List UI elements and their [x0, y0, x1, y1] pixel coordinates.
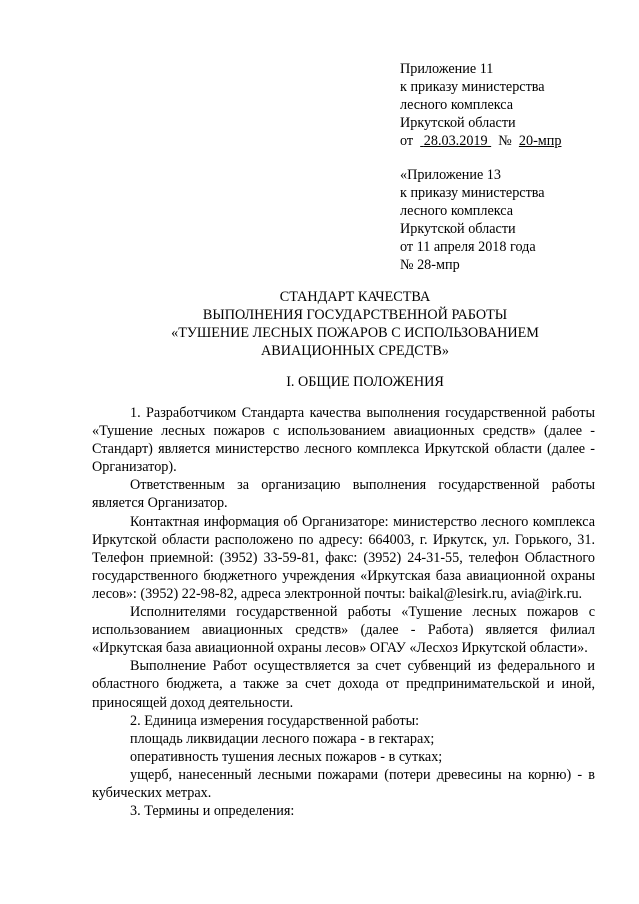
list-item: ущерб, нанесенный лесными пожарами (потери древесины на корню) - в кубических метрах.: [92, 766, 595, 801]
list-item: оперативность тушения лесных пожаров - в сутках;: [130, 748, 443, 765]
paragraph: 3. Термины и определения:: [130, 803, 295, 820]
paragraph: Ответственным за организацию выполнения государственной работы является Организатор.: [92, 477, 595, 512]
order-number: 20-мпр: [518, 133, 562, 150]
annex-header-previous: [400, 166, 630, 275]
annex-line: к приказу министерства: [400, 185, 545, 202]
annex-line: Иркутской области: [400, 221, 516, 238]
paragraph: Выполнение Работ осуществляется за счет субвенций из федерального и областного бюджета, а также за счет дохода от предпринимательской и иной, приносящей доход деятельности.: [92, 658, 595, 711]
annex-date-line: [400, 132, 630, 150]
paragraph: 1. Разработчиком Стандарта качества выполнения государственной работы «Тушение лесных пожаров с использованием авиационных средств» (далее - Стандарт) является министерство лесного комплекса Иркутской области (далее - Организатор).: [92, 405, 595, 476]
title-line: СТАНДАРТ КАЧЕСТВА: [279, 289, 431, 305]
annex-header-current: [400, 60, 630, 150]
title-line: АВИАЦИОННЫХ СРЕДСТВ»: [261, 343, 449, 360]
order-date: 28.03.2019: [423, 133, 488, 150]
annex-date-line: от 11 апреля 2018 года: [400, 239, 536, 256]
paragraph: Контактная информация об Организаторе: министерство лесного комплекса Иркутской области расположено по адресу: 664003, г. Иркутск, ул. Горького, 31. Телефон приемной: (3952) 33-59-81, факс: (3952) 24-31-55, телефон Областного государственного бюджетного учреждения «Иркутская база авиационной охраны лесов»: (3952) 22-98-82, адреса электронной почты: baikal@lesirk.ru, avia@irk.ru.: [92, 513, 595, 602]
paragraph: Исполнителями государственной работы «Тушение лесных пожаров с использованием авиационных средств» (далее - Работа) является филиал «Иркутская база авиационной охраны лесов» ОГАУ «Лесхоз Иркутской области».: [92, 604, 595, 657]
title-line: ВЫПОЛНЕНИЯ ГОСУДАРСТВЕННОЙ РАБОТЫ: [202, 307, 508, 324]
section-heading: I. ОБЩИЕ ПОЛОЖЕНИЯ: [286, 374, 444, 390]
annex-line: лесного комплекса: [400, 97, 514, 114]
annex-line: Иркутской области: [400, 115, 516, 132]
annex-title: «Приложение 13: [400, 167, 501, 183]
document-title: [120, 288, 590, 360]
date-prefix: от: [400, 133, 414, 150]
list-item: площадь ликвидации лесного пожара - в гектарах;: [130, 730, 435, 747]
annex-line: к приказу министерства: [400, 79, 545, 96]
document-body: [92, 404, 595, 820]
annex-number-line: № 28-мпр: [400, 257, 460, 274]
annex-title: Приложение 11: [400, 61, 494, 77]
title-line: «ТУШЕНИЕ ЛЕСНЫХ ПОЖАРОВ С ИСПОЛЬЗОВАНИЕМ: [171, 325, 539, 342]
annex-line: лесного комплекса: [400, 203, 514, 220]
paragraph: 2. Единица измерения государственной работы:: [130, 712, 420, 729]
number-sign: №: [498, 133, 512, 150]
